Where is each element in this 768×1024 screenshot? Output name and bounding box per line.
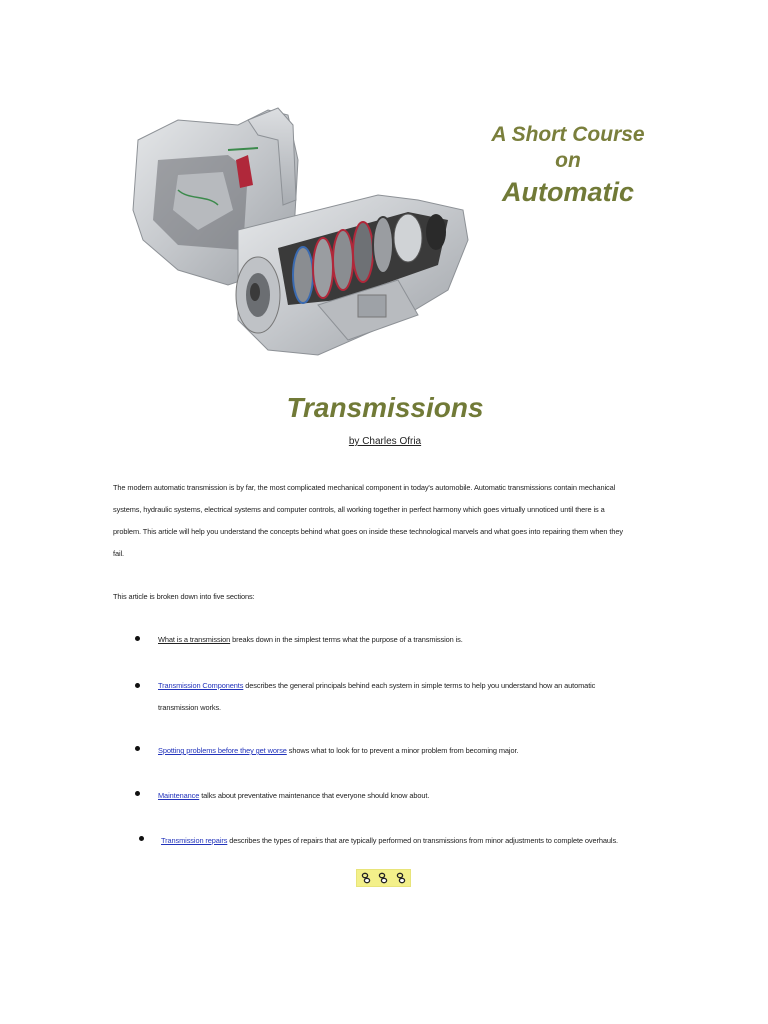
- list-item-desc: describes the general principals behind each system in simple terms to help you understand how an automatic: [243, 681, 596, 690]
- nav-button-1[interactable]: [359, 871, 373, 885]
- nav-button-3[interactable]: [394, 871, 408, 885]
- author-byline[interactable]: by Charles Ofria: [348, 436, 422, 447]
- link-icon: [376, 871, 390, 885]
- list-item-text: [158, 785, 429, 807]
- link-transmission-components[interactable]: Transmission Components: [158, 681, 244, 690]
- list-item-desc: shows what to look for to prevent a minor problem from becoming major.: [286, 746, 519, 755]
- title-short-course: [470, 122, 666, 174]
- list-item-desc: talks about preventative maintenance that everyone should know about.: [199, 791, 430, 800]
- intro-line: fail.: [113, 549, 125, 558]
- list-item-desc: describes the types of repairs that are typically performed on transmissions from minor adjustments to complete overhauls.: [227, 836, 618, 845]
- intro-line: The modern automatic transmission is by far, the most complicated mechanical component in today's automobile. Automatic transmissions contain mechanical: [113, 483, 616, 492]
- transmission-image: [118, 100, 478, 372]
- bullet-icon: [135, 746, 140, 751]
- title-automatic: Automatic: [501, 177, 634, 207]
- link-maintenance[interactable]: Maintenance: [158, 791, 200, 800]
- nav-button-bar: [356, 869, 411, 887]
- list-item-text: [158, 629, 463, 651]
- bullet-icon: [139, 836, 144, 841]
- list-item-desc-continued: transmission works.: [158, 703, 221, 712]
- title-transmissions: Transmissions: [286, 392, 484, 423]
- sections-intro: This article is broken down into five sections:: [113, 592, 255, 601]
- title-line-2: on: [555, 149, 581, 172]
- link-transmission-repairs[interactable]: Transmission repairs: [161, 836, 228, 845]
- intro-line: systems, hydraulic systems, electrical systems and computer controls, all working together in perfect harmony which goes virtually unnoticed until there is a: [113, 505, 605, 514]
- list-item-text: [158, 675, 595, 697]
- bullet-icon: [135, 791, 140, 796]
- bullet-icon: [135, 683, 140, 688]
- link-what-is-a-transmission[interactable]: What is a transmission: [158, 635, 231, 644]
- list-item-desc: breaks down in the simplest terms what the purpose of a transmission is.: [230, 635, 463, 644]
- nav-button-2[interactable]: [376, 871, 390, 885]
- intro-paragraph: [113, 477, 658, 565]
- intro-line: problem. This article will help you understand the concepts behind what goes on inside these technological marvels and what goes into repairing them when they: [113, 527, 623, 536]
- link-spotting-problems[interactable]: Spotting problems before they get worse: [158, 746, 287, 755]
- link-icon: [394, 871, 408, 885]
- list-item-text: [158, 740, 518, 762]
- title-line-1: A Short Course: [491, 123, 645, 146]
- list-item-text: [161, 830, 618, 852]
- bullet-icon: [135, 636, 140, 641]
- link-icon: [359, 871, 373, 885]
